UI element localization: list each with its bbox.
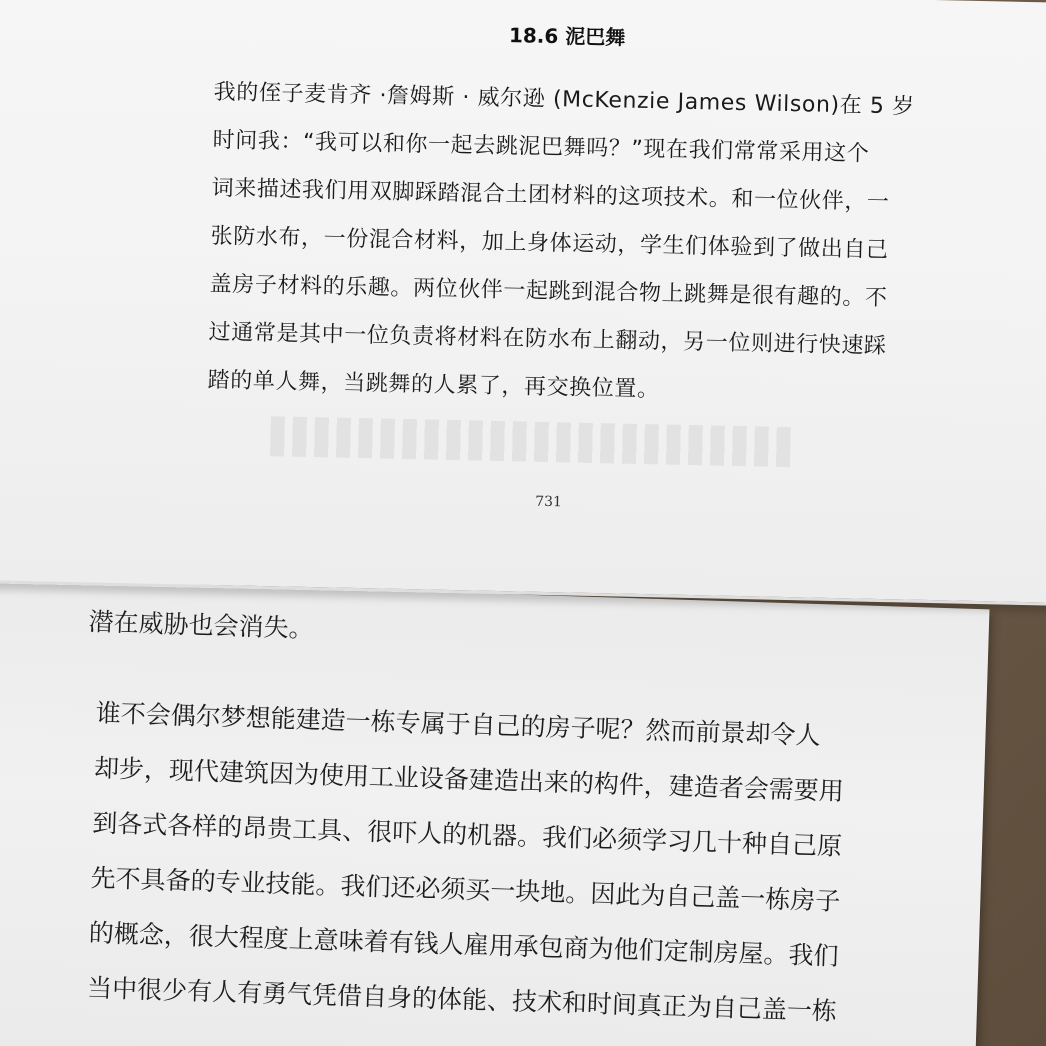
bottom-page-text (86, 607, 845, 1038)
bottom-page-line: 先不具备的专业技能。我们还必须买一块地。因此为自己盖一栋房子 (90, 863, 841, 916)
show-through-texture (270, 416, 791, 467)
top-page-line: 过通常是其中一位负责将材料在防水布上翻动，另一位则进行快速踩 (208, 319, 887, 360)
page-number: 731 (535, 493, 563, 511)
bottom-page (0, 578, 990, 1046)
bottom-page-line: 到各式各样的昂贵工具、很吓人的机器。我们必须学习几十种自己原 (91, 808, 843, 861)
top-page-line: 时问我：“我可以和你一起去跳泥巴舞吗？”现在我们常常采用这个 (212, 127, 870, 167)
top-page-line: 我的侄子麦肯齐 ·詹姆斯 · 威尔逊 (McKenzie James Wilson)在 5 岁 (213, 79, 915, 120)
top-page-line: 盖房子材料的乐趣。两位伙伴一起跳到混合物上跳舞是很有趣的。不 (209, 271, 888, 312)
bottom-page-line: 当中很少有人有勇气凭借自身的体能、技术和时间真正为自己盖一栋 (86, 973, 838, 1026)
top-page-line: 词来描述我们用双脚踩踏混合土团材料的这项技术。和一位伙伴，一 (211, 175, 890, 216)
bottom-page-line: 的概念，很大程度上意味着有钱人雇用承包商为他们定制房屋。我们 (88, 918, 840, 971)
bottom-page-line: 却步，现代建筑因为使用工业设备建造出来的构件，建造者会需要用 (93, 753, 845, 806)
top-page-line: 张防水布，一份混合材料，加上身体运动，学生们体验到了做出自己 (210, 223, 889, 264)
bottom-page-line: 谁不会偶尔梦想能建造一栋专属于自己的房子呢？然而前景却令人 (95, 698, 821, 751)
section-heading: 18.6 泥巴舞 (508, 23, 626, 50)
top-page-line: 踏的单人舞，当跳舞的人累了，再交换位置。 (207, 367, 660, 403)
top-page-body (207, 69, 934, 420)
bottom-page-first-line: 潜在威胁也会消失。 (88, 607, 315, 644)
